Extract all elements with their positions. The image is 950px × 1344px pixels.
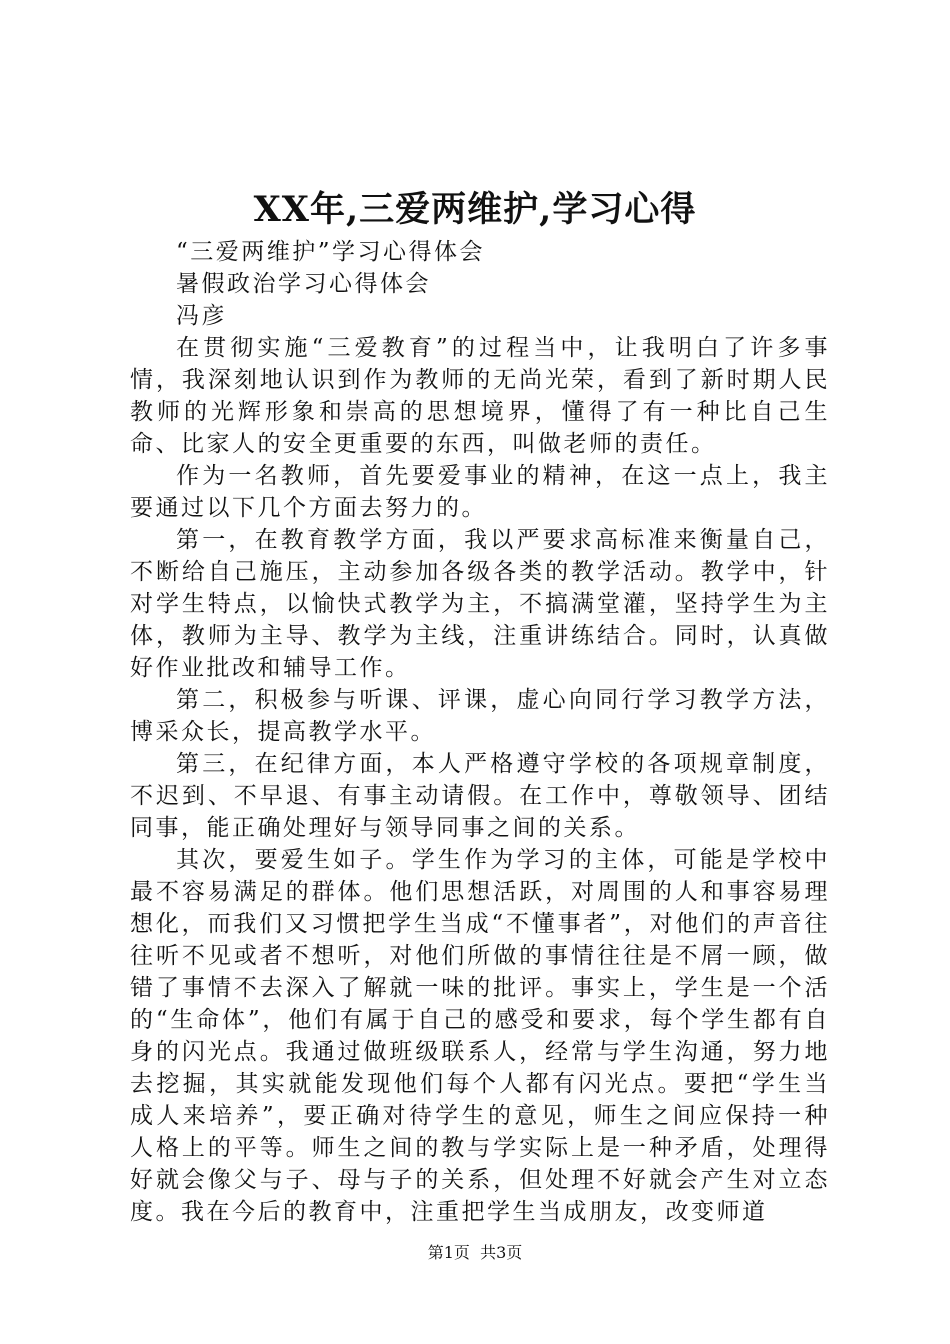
page-total: 共3页: [480, 1243, 523, 1262]
page-number: 第1页: [427, 1243, 470, 1262]
paragraph: 其次，要爱生如子。学生作为学习的主体，可能是学校中最不容易满足的群体。他们思想活跃，对周围的人和事容易理想化，而我们又习惯把学生当成“不懂事者”，对他们的声音往往听不见或者不想听，对他们所做的事情往往是不屑一顾，做错了事情不去深入了解就一味的批评。事实上，学生是一个活的“生命体”，他们有属于自己的感受和要求，每个学生都有自身的闪光点。我通过做班级联系人，经常与学生沟通，努力地去挖掘，其实就能发现他们每个人都有闪光点。要把“学生当成人来培养”，要正确对待学生的意见，师生之间应保持一种人格上的平等。师生之间的教与学实际上是一种矛盾，处理得好就会像父与子、母与子的关系，但处理不好就会产生对立态度。我在今后的教育中，注重把学生当成朋友，改变师道: [130, 847, 830, 1225]
paragraph: 第三，在纪律方面，本人严格遵守学校的各项规章制度，不迟到、不早退、有事主动请假。在工作中，尊敬领导、团结同事，能正确处理好与领导同事之间的关系。: [130, 751, 830, 841]
document-body: [130, 236, 830, 1228]
paragraph: 作为一名教师，首先要爱事业的精神，在这一点上，我主要通过以下几个方面去努力的。: [130, 463, 830, 521]
paragraph-author: 冯彦: [176, 303, 227, 329]
paragraph-subtitle-2: 暑假政治学习心得体会: [176, 271, 431, 297]
page-footer: [0, 1241, 950, 1265]
paragraph: 在贯彻实施“三爱教育”的过程当中，让我明白了许多事情，我深刻地认识到作为教师的无尚光荣，看到了新时期人民教师的光辉形象和崇高的思想境界，懂得了有一种比自己生命、比家人的安全更重要的东西，叫做老师的责任。: [130, 335, 830, 457]
paragraph: 第一，在教育教学方面，我以严要求高标准来衡量自己，不断给自己施压，主动参加各级各类的教学活动。教学中，针对学生特点，以愉快式教学为主，不搞满堂灌，坚持学生为主体，教师为主导、教学为主线，注重讲练结合。同时，认真做好作业批改和辅导工作。: [130, 527, 830, 681]
document-title: XX年,三爱两维护,学习心得: [253, 189, 697, 230]
paragraph-subtitle-1: “三爱两维护”学习心得体会: [176, 239, 486, 265]
paragraph: 第二，积极参与听课、评课，虚心向同行学习教学方法，博采众长，提高教学水平。: [130, 687, 830, 745]
